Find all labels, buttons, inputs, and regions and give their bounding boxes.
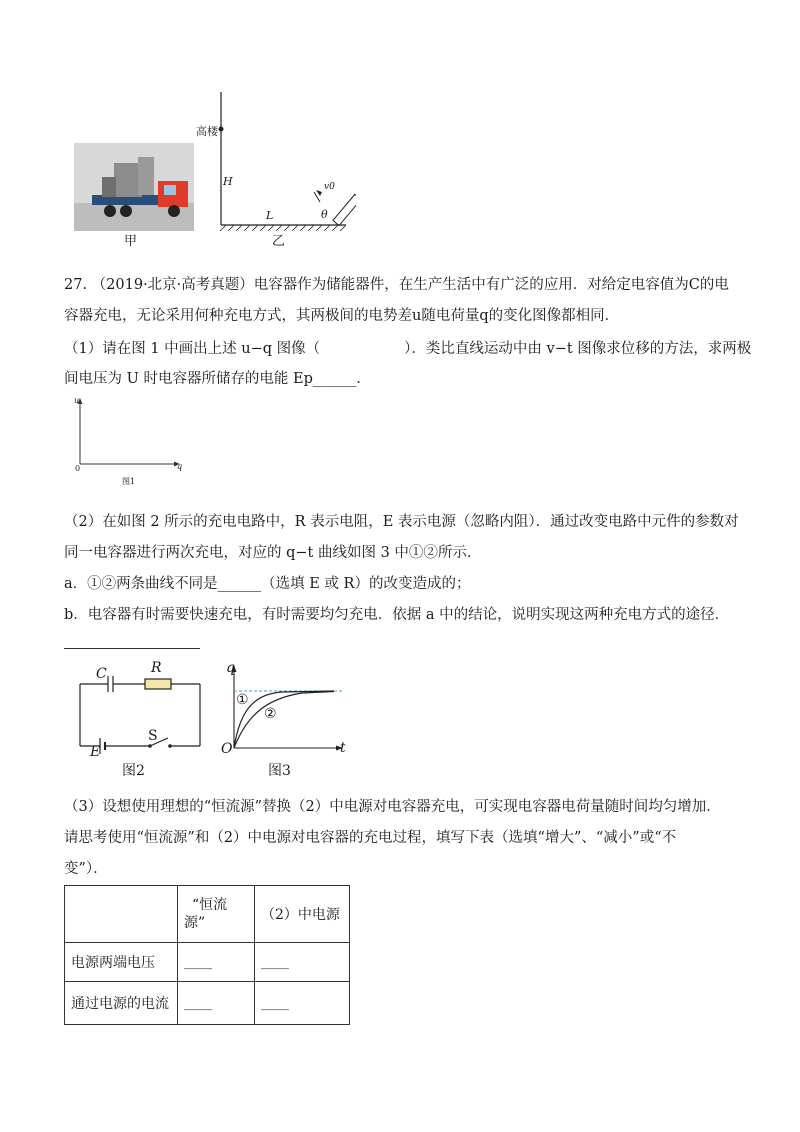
fig2-e-label: E — [90, 744, 101, 760]
fig2-s-label: S — [148, 728, 158, 744]
fig2-r-label: R — [151, 660, 162, 676]
fig2-c-label: C — [96, 666, 107, 682]
part2-b: b．电容器有时需要快速充电，有时需要均匀充电．依据 a 中的结论，说明实现这两种充电方式的途径． — [64, 607, 730, 623]
table-header-col1-line2: 源” — [184, 915, 206, 931]
distance-label: L — [266, 209, 274, 222]
question-intro-line2: 容器充电，无论采用何种充电方式，其两极间的电势差u随电荷量q的变化图像都相同． — [64, 308, 620, 324]
table-row-label-voltage: 电源两端电压 — [65, 943, 178, 982]
fig1-x-label: q — [177, 462, 183, 471]
fig2-caption: 图2 — [122, 763, 145, 779]
building-label: 高楼 — [196, 125, 218, 138]
height-label: H — [223, 175, 233, 188]
table-row — [65, 943, 350, 982]
fig3-curve2-label: ② — [264, 706, 277, 722]
fig1-origin: 0 — [75, 464, 81, 473]
truck-photo — [74, 143, 194, 231]
fig3-caption: 图3 — [268, 763, 291, 779]
part1-line1 — [64, 339, 752, 359]
part1-text-b: ）．类比直线运动中由 v−t 图像求位移的方法，求两极 — [404, 341, 752, 357]
table-header-col1-line1: “恒流 — [192, 897, 228, 913]
table-row-label-current: 通过电源的电流 — [65, 982, 178, 1025]
answer-table — [64, 885, 350, 1025]
part1-text-a: （1）请在图 1 中画出上述 u−q 图像（ — [64, 341, 321, 357]
table-header-blank — [65, 886, 178, 943]
table-header-row — [65, 886, 350, 943]
question-intro-text: 电容器作为储能器件，在生产生活中有广泛的应用．对给定电容值为C的电 — [253, 277, 729, 293]
projectile-diagram — [196, 92, 356, 242]
fig3-y-label: q — [226, 660, 235, 676]
figure-1-axes — [68, 396, 188, 488]
separator-rule — [64, 648, 200, 649]
part2-a: a．①②两条曲线不同是______（选填 E 或 R）的改变造成的； — [64, 576, 471, 592]
photo-caption: 甲 — [124, 234, 138, 249]
table-header-constant-source — [178, 886, 255, 943]
part2-line1: （2）在如图 2 所示的充电电路中，R 表示电阻，E 表示电源（忽略内阻）．通过改变电路中元件的参数对 — [64, 514, 739, 530]
table-header-original-source: （2）中电源 — [255, 886, 350, 943]
question-source: （2019·北京·高考真题） — [91, 277, 254, 293]
angle-label: θ — [321, 208, 328, 221]
table-row — [65, 982, 350, 1025]
question-intro-line1 — [64, 275, 744, 295]
fig1-y-label: u — [74, 396, 80, 405]
figure-3-graph — [222, 662, 352, 760]
fig3-curve1-label: ① — [236, 692, 249, 708]
part3-line3: 变”）． — [64, 861, 108, 877]
part2-line2: 同一电容器进行两次充电，对应的 q−t 曲线如图 3 中①②所示． — [64, 545, 482, 561]
answer-blank-voltage-original[interactable]: ____ — [255, 943, 350, 982]
answer-blank-current-constant[interactable]: ____ — [178, 982, 255, 1025]
diagram-caption: 乙 — [272, 234, 286, 249]
part3-line2: 请思考使用“恒流源”和（2）中电源对电容器的充电过程，填写下表（选填“增大”、“减小”或“不 — [64, 830, 677, 846]
velocity-label: v0 — [324, 182, 335, 192]
fig1-caption: 图1 — [122, 477, 136, 486]
part1-line2: 间电压为 U 时电容器所储存的电能 Ep______． — [64, 371, 371, 387]
question-number: 27. — [64, 277, 88, 293]
answer-blank-voltage-constant[interactable]: ____ — [178, 943, 255, 982]
fig3-x-label: t — [340, 740, 346, 756]
fig3-origin: O — [221, 741, 233, 757]
answer-blank-current-original[interactable]: ____ — [255, 982, 350, 1025]
part3-line1: （3）设想使用理想的“恒流源”替换（2）中电源对电容器充电，可实现电容器电荷量随时间均匀增加． — [64, 799, 721, 815]
